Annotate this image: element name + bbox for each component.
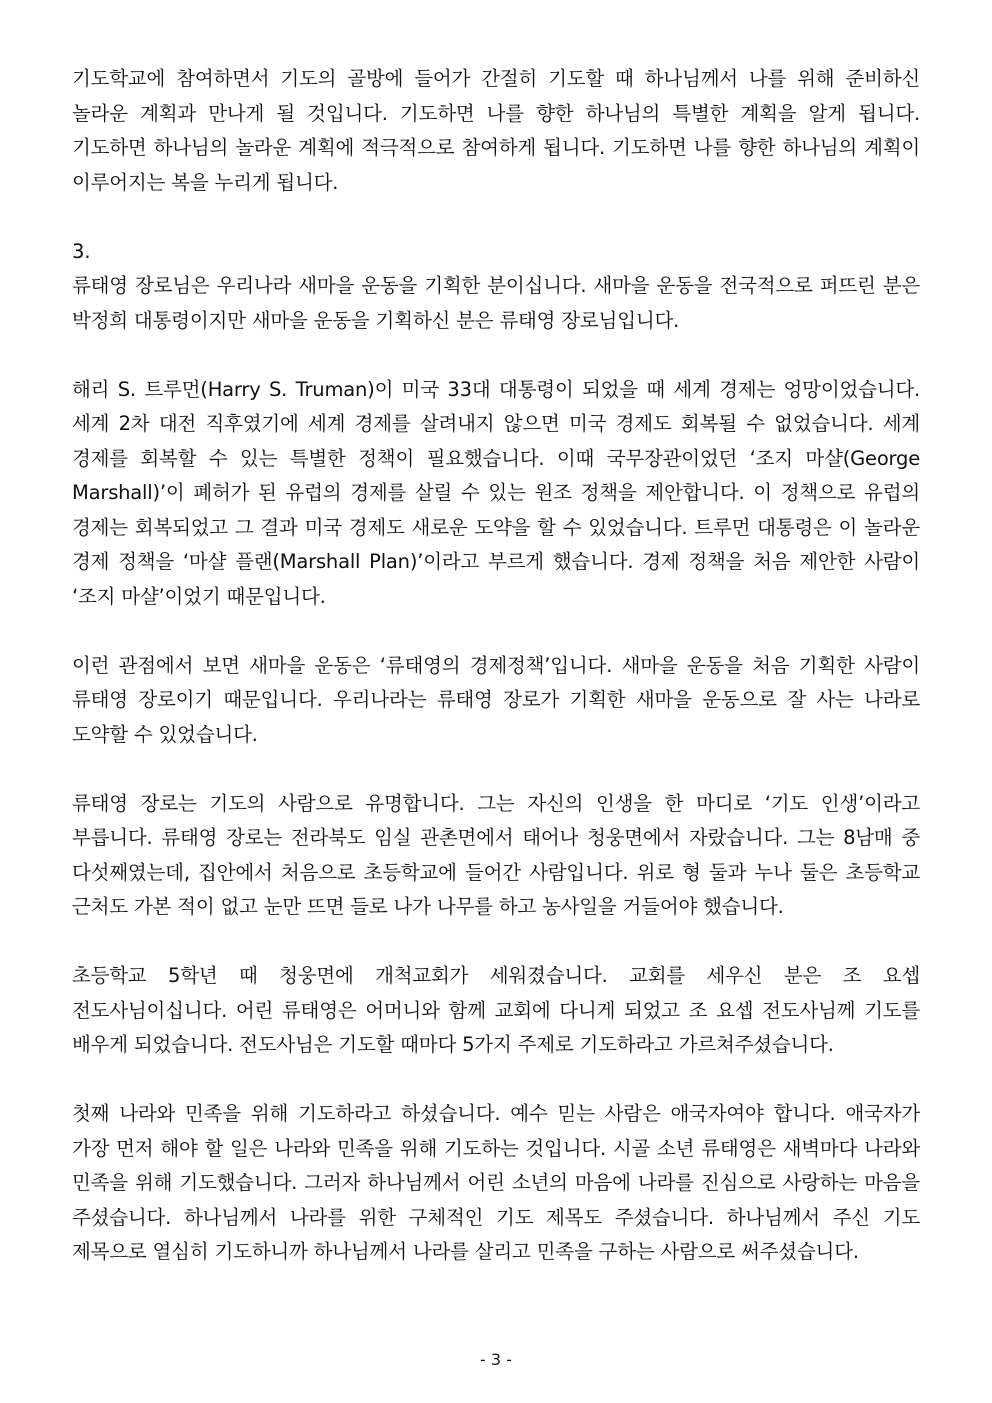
paragraph-pioneer-church: 초등학교 5학년 때 청웅면에 개척교회가 세워졌습니다. 교회를 세우신 분은 조 요셉 전도사님이십니다. 어린 류태영은 어머니와 함께 교회에 다니게 되었고 조 요셉 전도사님께 기도를 배우게 되었습니다. 전도사님은 기도할 때마다 5가지 주제로 기도하라고 가르쳐주셨습니다.	[72, 964, 920, 1056]
paragraph-gap	[72, 1063, 920, 1098]
paragraph-economic-policy: 이런 관점에서 보면 새마을 운동은 ‘류태영의 경제정책’입니다. 새마을 운동을 처음 기획한 사람이 류태영 장로이기 때문입니다. 우리나라는 류태영 장로가 기획한 새마을 운동으로 잘 사는 나라로 도약할 수 있었습니다.	[72, 653, 920, 746]
paragraph-gap	[72, 614, 920, 649]
section-number: 3.	[72, 239, 91, 263]
paragraph-gap	[72, 925, 920, 960]
paragraph-pray-for-nation: 첫째 나라와 민족을 위해 기도하라고 하셨습니다. 예수 믿는 사람은 애국자여야 합니다. 애국자가 가장 먼저 해야 할 일은 나라와 민족을 위해 기도하는 것입니다. 시골 소년 류태영은 새벽마다 나라와 민족을 위해 기도했습니다. 그러자 하나님께서 어린 소년의 마음에 나라를 진심으로 사랑하는 마음을 주셨습니다. 하나님께서 나라를 위한 구체적인 기도 제목도 주셨습니다. 하나님께서 주신 기도 제목으로 열심히 기도하니까 하나님께서 나라를 살리고 민족을 구하는 사람으로 써주셨습니다.	[72, 1102, 920, 1263]
page-number: - 3 -	[480, 1350, 512, 1369]
paragraph-gap	[72, 338, 920, 373]
paragraph-gap	[72, 200, 920, 235]
paragraph-gap	[72, 752, 920, 787]
paragraph-prayer-life: 류태영 장로는 기도의 사람으로 유명합니다. 그는 자신의 인생을 한 마디로 ‘기도 인생’이라고 부릅니다. 류태영 장로는 전라북도 임실 관촌면에서 태어나 청웅면에서 자랐습니다. 그는 8남매 중 다섯째였는데, 집안에서 처음으로 초등학교에 들어간 사람입니다. 위로 형 둘과 누나 둘은 초등학교 근처도 가본 적이 없고 눈만 뜨면 들로 나가 나무를 하고 농사일을 거들어야 했습니다.	[72, 791, 920, 918]
document-body	[72, 62, 920, 1270]
paragraph-prayer-school: 기도학교에 참여하면서 기도의 골방에 들어가 간절히 기도할 때 하나님께서 나를 위해 준비하신 놀라운 계획과 만나게 될 것입니다. 기도하면 나를 향한 하나님의 특별한 계획을 알게 됩니다. 기도하면 하나님의 놀라운 계획에 적극적으로 참여하게 됩니다. 기도하면 나를 향한 하나님의 계획이 이루어지는 복을 누리게 됩니다.	[72, 67, 920, 194]
paragraph-marshall-plan: 해리 S. 트루먼(Harry S. Truman)이 미국 33대 대통령이 되었을 때 세계 경제는 엉망이었습니다. 세계 2차 대전 직후였기에 세계 경제를 살려내지 않으면 미국 경제도 회복될 수 없었습니다. 세계 경제를 회복할 수 있는 특별한 정책이 필요했습니다. 이때 국무장관이었던 ‘조지 마샬(George Marshall)’이 폐허가 된 유럽의 경제를 살릴 수 있는 원조 정책을 제안합니다. 이 정책으로 유럽의 경제는 회복되었고 그 결과 미국 경제도 새로운 도약을 할 수 있었습니다. 트루먼 대통령은 이 놀라운 경제 정책을 ‘마샬 플랜(Marshall Plan)’이라고 부르게 했습니다. 경제 정책을 처음 제안한 사람이 ‘조지 마샬’이었기 때문입니다.	[72, 377, 920, 608]
paragraph-saemaul-intro: 류태영 장로님은 우리나라 새마을 운동을 기획한 분이십니다. 새마을 운동을 전국적으로 퍼뜨린 분은 박정희 대통령이지만 새마을 운동을 기획하신 분은 류태영 장로님입니다.	[72, 274, 920, 332]
